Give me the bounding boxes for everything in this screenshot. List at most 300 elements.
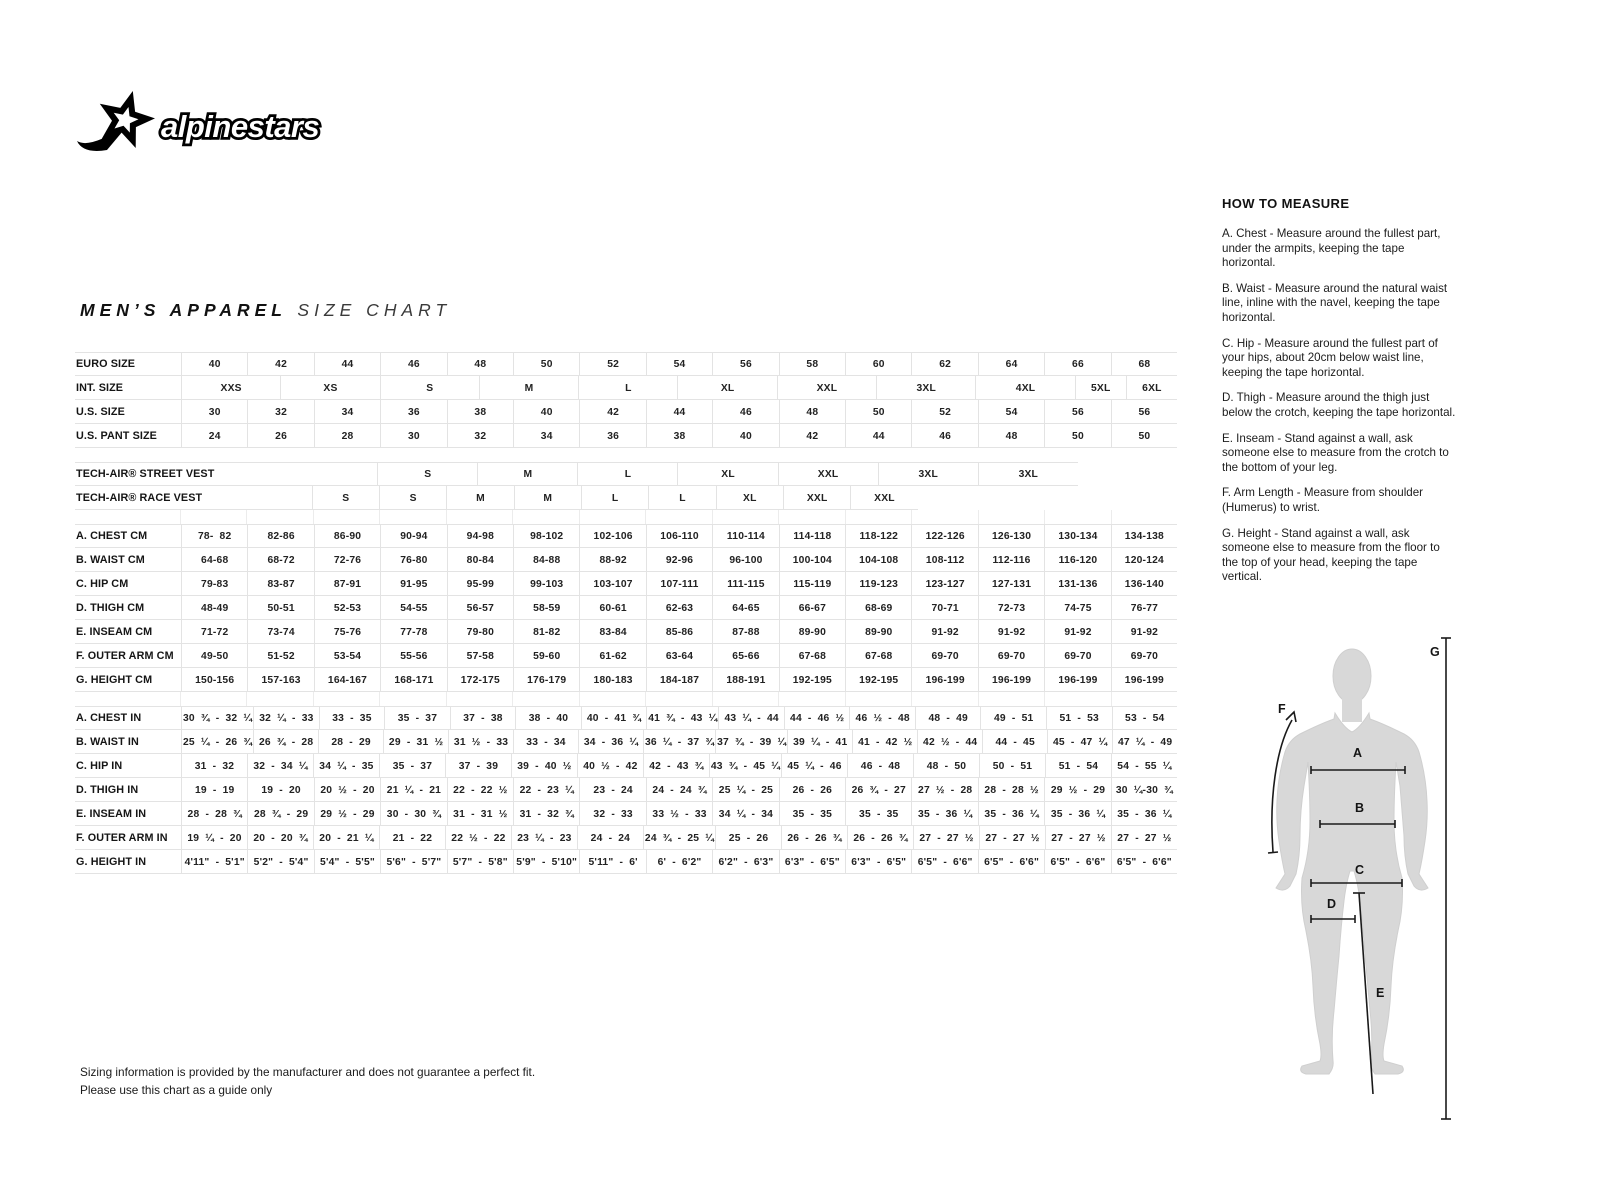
size-cell: 188-191 (712, 668, 778, 692)
title-primary: MEN’S APPAREL (80, 300, 287, 320)
size-cell: 32 - 34 ¼ (247, 754, 313, 778)
size-table (75, 352, 1177, 874)
size-cell: 134-138 (1111, 524, 1177, 548)
size-cell: 30 (380, 424, 446, 448)
size-cell: 41 ¾ - 43 ¼ (646, 706, 718, 730)
size-cell: 72-76 (314, 548, 380, 572)
table-row (75, 524, 1177, 548)
size-cell: 56 (712, 352, 778, 376)
size-cell: 118-122 (845, 524, 911, 548)
size-cell: 3XL (876, 376, 975, 400)
size-cell: 19 - 20 (247, 778, 313, 802)
size-cell: 180-183 (579, 668, 645, 692)
size-cell: 40 (181, 352, 247, 376)
size-cell: 28 (314, 424, 380, 448)
table-row (75, 400, 1177, 424)
letter-e: E (1376, 986, 1385, 1000)
size-cell: 33 ½ - 33 (646, 802, 712, 826)
size-cell: 88-92 (579, 548, 645, 572)
table-group-gap (75, 448, 1177, 462)
letter-c: C (1355, 863, 1365, 877)
disclaimer (80, 1064, 535, 1099)
size-cell: 69-70 (1111, 644, 1177, 668)
size-cell: 35 - 35 (779, 802, 845, 826)
size-cell: 35 - 37 (379, 754, 445, 778)
size-cell: 67-68 (779, 644, 845, 668)
size-cell: 89-90 (845, 620, 911, 644)
size-cell: 46 (712, 400, 778, 424)
size-cell: 108-112 (911, 548, 977, 572)
size-cell: 196-199 (1044, 668, 1110, 692)
size-cell: 69-70 (1044, 644, 1110, 668)
size-cell: 22 - 23 ¼ (513, 778, 579, 802)
empty-cell (918, 486, 1177, 510)
size-cell: 43 ¾ - 45 ¼ (709, 754, 781, 778)
size-cell: 31 - 32 (181, 754, 247, 778)
size-cell: 82-86 (247, 524, 313, 548)
size-cell: 102-106 (579, 524, 645, 548)
size-cell: 40 - 41 ¾ (581, 706, 647, 730)
size-cell: 54 (646, 352, 712, 376)
size-cell: 57-58 (447, 644, 513, 668)
size-cell: 21 - 22 (379, 826, 445, 850)
size-cell: 39 ¼ - 41 (787, 730, 852, 754)
size-cell: 50 (1111, 424, 1177, 448)
table-row (75, 668, 1177, 692)
row-label: C. HIP CM (75, 572, 181, 596)
size-cell: 35 - 36 ¼ (1044, 802, 1110, 826)
measure-instruction: D. Thigh - Measure around the thigh just below the crotch, keeping the tape horizontal. (1222, 391, 1456, 419)
size-cell: 196-199 (911, 668, 977, 692)
size-cell: 35 - 36 ¼ (978, 802, 1044, 826)
size-cell: 68-72 (247, 548, 313, 572)
size-cell: 27 - 27 ½ (979, 826, 1045, 850)
size-cell: 36 ¼ - 37 ¾ (643, 730, 715, 754)
size-cell: 115-119 (779, 572, 845, 596)
alpinestars-logo (73, 84, 345, 167)
size-cell: 38 (646, 424, 712, 448)
row-label: U.S. PANT SIZE (75, 424, 181, 448)
size-cell: XL (677, 462, 777, 486)
size-cell: 123-127 (911, 572, 977, 596)
size-cell: 42 (779, 424, 845, 448)
size-cell: M (446, 486, 513, 510)
size-cell: 32 - 33 (579, 802, 645, 826)
size-cell: S (377, 462, 477, 486)
size-cell: 33 - 35 (319, 706, 385, 730)
size-cell: 78- 82 (181, 524, 247, 548)
row-label: TECH-AIR® RACE VEST (75, 486, 181, 510)
row-label: F. OUTER ARM IN (75, 826, 181, 850)
size-cell: 73-74 (247, 620, 313, 644)
size-cell: 23 ¼ - 23 (511, 826, 577, 850)
size-cell: 6'5" - 6'6" (1044, 850, 1110, 874)
size-cell: 95-99 (447, 572, 513, 596)
empty-cell (181, 486, 312, 510)
size-cell: 54-55 (380, 596, 446, 620)
size-cell: S (312, 486, 379, 510)
size-cell: 67-68 (845, 644, 911, 668)
size-cell: 46 (911, 424, 977, 448)
size-cell: XS (280, 376, 379, 400)
size-cell: 176-179 (513, 668, 579, 692)
size-cell: 33 - 34 (513, 730, 578, 754)
size-cell: 6'5" - 6'6" (978, 850, 1044, 874)
size-cell: XXL (778, 462, 878, 486)
size-cell: 48 (978, 424, 1044, 448)
size-cell: 64-68 (181, 548, 247, 572)
size-cell: M (477, 462, 577, 486)
size-cell: 37 - 39 (445, 754, 511, 778)
size-cell: 126-130 (978, 524, 1044, 548)
size-cell: 28 - 29 (318, 730, 383, 754)
table-row (75, 572, 1177, 596)
size-cell: M (479, 376, 578, 400)
size-cell: 35 - 36 ¼ (911, 802, 977, 826)
size-cell: 29 ½ - 29 (1044, 778, 1110, 802)
size-cell: 45 ¼ - 46 (781, 754, 847, 778)
row-label: E. INSEAM IN (75, 802, 181, 826)
size-cell: 91-92 (1111, 620, 1177, 644)
alpinestars-logo-svg (73, 84, 345, 162)
size-cell: 25 ¼ - 25 (712, 778, 778, 802)
size-cell: 51 - 54 (1045, 754, 1111, 778)
size-cell: 49 - 51 (980, 706, 1046, 730)
measure-instruction: G. Height - Stand against a wall, ask someone else to measure from the floor to the top of your head, keeping the tape vertical. (1222, 526, 1440, 584)
size-cell: 56 (1044, 400, 1110, 424)
size-cell: 5'4" - 5'5" (314, 850, 380, 874)
size-cell: 51 - 53 (1046, 706, 1112, 730)
size-cell: 30 ¼-30 ¾ (1111, 778, 1177, 802)
row-label: B. WAIST CM (75, 548, 181, 572)
size-cell: 44 (646, 400, 712, 424)
size-cell: 55-56 (380, 644, 446, 668)
page-title (80, 300, 451, 321)
size-cell: 87-88 (712, 620, 778, 644)
size-cell: 26 (247, 424, 313, 448)
table-row (75, 778, 1177, 802)
size-cell: 76-77 (1111, 596, 1177, 620)
size-cell: 68 (1111, 352, 1177, 376)
size-cell: 90-94 (380, 524, 446, 548)
table-row (75, 826, 1177, 850)
size-cell: XXL (850, 486, 917, 510)
size-cell: 46 (380, 352, 446, 376)
size-cell: 63-64 (646, 644, 712, 668)
row-label: F. OUTER ARM CM (75, 644, 181, 668)
size-cell: 81-82 (513, 620, 579, 644)
size-cell: 196-199 (978, 668, 1044, 692)
how-to-measure (1222, 196, 1459, 596)
size-cell: 29 ½ - 29 (314, 802, 380, 826)
size-cell: 53-54 (314, 644, 380, 668)
size-cell: 4XL (975, 376, 1074, 400)
size-cell: 34 (314, 400, 380, 424)
size-cell: 127-131 (978, 572, 1044, 596)
logo-wordmark: alpinestars (161, 109, 320, 144)
size-cell: 29 - 31 ½ (383, 730, 448, 754)
size-cell: 27 ½ - 28 (911, 778, 977, 802)
size-cell: 64 (978, 352, 1044, 376)
empty-cell (1078, 462, 1177, 486)
size-cell: 26 ¾ - 28 (253, 730, 318, 754)
size-cell: 112-116 (978, 548, 1044, 572)
size-cell: 37 ¾ - 39 ¼ (715, 730, 787, 754)
table-row (75, 706, 1177, 730)
size-cell: 70-71 (911, 596, 977, 620)
table-row (75, 462, 1177, 486)
size-cell: 196-199 (1111, 668, 1177, 692)
size-cell: 50 (513, 352, 579, 376)
row-label: EURO SIZE (75, 352, 181, 376)
size-cell: 50-51 (247, 596, 313, 620)
size-cell: 56 (1111, 400, 1177, 424)
size-cell: 86-90 (314, 524, 380, 548)
size-cell: 96-100 (712, 548, 778, 572)
table-row (75, 548, 1177, 572)
size-cell: 64-65 (712, 596, 778, 620)
male-silhouette (1276, 649, 1428, 1074)
size-cell: 5'6" - 5'7" (380, 850, 446, 874)
size-cell: 40 (513, 400, 579, 424)
measure-instruction: E. Inseam - Stand against a wall, ask someone else to measure from the crotch to the bottom of your leg. (1222, 431, 1449, 474)
size-cell: 110-114 (712, 524, 778, 548)
size-cell: 26 - 26 ¾ (847, 826, 913, 850)
size-cell: 41 - 42 ½ (852, 730, 917, 754)
measure-instruction: F. Arm Length - Measure from shoulder (Humerus) to wrist. (1222, 486, 1424, 514)
size-cell: 20 - 20 ¾ (247, 826, 313, 850)
size-cell: XXL (783, 486, 850, 510)
size-cell: 44 (845, 424, 911, 448)
size-cell: 51-52 (247, 644, 313, 668)
size-cell: 72-73 (978, 596, 1044, 620)
size-cell: XXS (181, 376, 280, 400)
size-cell: 40 ½ - 42 (577, 754, 643, 778)
size-cell: 50 (1044, 424, 1110, 448)
size-cell: 192-195 (779, 668, 845, 692)
size-cell: 75-76 (314, 620, 380, 644)
size-cell: 91-92 (1044, 620, 1110, 644)
size-cell: 69-70 (911, 644, 977, 668)
size-cell: 116-120 (1044, 548, 1110, 572)
row-label: E. INSEAM CM (75, 620, 181, 644)
size-cell: 3XL (878, 462, 978, 486)
size-cell: 24 (181, 424, 247, 448)
table-row (75, 802, 1177, 826)
size-cell: 44 - 46 ½ (784, 706, 850, 730)
size-cell: 24 ¾ - 25 ¼ (643, 826, 715, 850)
size-cell: 20 - 21 ¼ (313, 826, 379, 850)
size-cell: S (380, 376, 479, 400)
size-cell: XL (677, 376, 776, 400)
how-to-measure-heading: HOW TO MEASURE (1222, 196, 1350, 211)
size-cell: 23 - 24 (579, 778, 645, 802)
size-cell: 53 - 54 (1112, 706, 1178, 730)
measure-instruction: A. Chest - Measure around the fullest part, under the armpits, keeping the tape horizontal. (1222, 227, 1441, 270)
size-cell: 37 - 38 (450, 706, 516, 730)
size-cell: 40 (712, 424, 778, 448)
size-cell: 19 ¼ - 20 (181, 826, 247, 850)
letter-a: A (1353, 746, 1363, 760)
row-label: G. HEIGHT IN (75, 850, 181, 874)
table-group-gap (75, 510, 1177, 524)
size-cell: 62 (911, 352, 977, 376)
size-cell: 107-111 (646, 572, 712, 596)
size-cell: 91-95 (380, 572, 446, 596)
size-cell: 56-57 (447, 596, 513, 620)
size-cell: 34 ¼ - 34 (712, 802, 778, 826)
size-cell: 30 ¾ - 32 ¼ (181, 706, 253, 730)
table-row (75, 644, 1177, 668)
size-cell: 21 ¼ - 21 (380, 778, 446, 802)
size-cell: 52 (911, 400, 977, 424)
size-cell: 47 ¼ - 49 (1112, 730, 1177, 754)
row-label: G. HEIGHT CM (75, 668, 181, 692)
size-cell: 5'11" - 6' (579, 850, 645, 874)
size-cell: 157-163 (247, 668, 313, 692)
size-cell: 58 (779, 352, 845, 376)
size-cell: 34 - 36 ¼ (578, 730, 643, 754)
size-cell: 46 - 48 (847, 754, 913, 778)
size-cell: 48-49 (181, 596, 247, 620)
size-cell: 111-115 (712, 572, 778, 596)
size-cell: 27 - 27 ½ (913, 826, 979, 850)
how-to-measure-items (1222, 227, 1459, 585)
disclaimer-line2: Please use this chart as a guide only (80, 1082, 273, 1097)
size-cell: 36 (579, 424, 645, 448)
size-cell: 48 - 49 (915, 706, 981, 730)
size-cell: 28 - 28 ½ (978, 778, 1044, 802)
size-cell: 43 ¼ - 44 (718, 706, 784, 730)
alpinestars-star-icon (77, 91, 155, 151)
row-label: D. THIGH IN (75, 778, 181, 802)
size-cell: 6'3" - 6'5" (845, 850, 911, 874)
size-cell: 94-98 (447, 524, 513, 548)
size-cell: 48 - 50 (913, 754, 979, 778)
letter-g: G (1430, 645, 1440, 659)
size-cell: 5'9" - 5'10" (513, 850, 579, 874)
size-cell: 25 ¼ - 26 ¾ (181, 730, 253, 754)
size-cell: 66-67 (779, 596, 845, 620)
size-cell: 131-136 (1044, 572, 1110, 596)
row-label: U.S. SIZE (75, 400, 181, 424)
row-label: INT. SIZE (75, 376, 181, 400)
size-cell: 100-104 (779, 548, 845, 572)
size-cell: 65-66 (712, 644, 778, 668)
size-cell: 48 (779, 400, 845, 424)
size-cell: 106-110 (646, 524, 712, 548)
size-cell: 34 (513, 424, 579, 448)
size-cell: 44 - 45 (982, 730, 1047, 754)
size-cell: 35 - 37 (384, 706, 450, 730)
size-cell: 24 - 24 (577, 826, 643, 850)
row-label: TECH-AIR® STREET VEST (75, 462, 181, 486)
size-cell: S (379, 486, 446, 510)
size-cell: L (648, 486, 715, 510)
size-cell: 42 - 43 ¾ (643, 754, 709, 778)
size-cell: 98-102 (513, 524, 579, 548)
size-cell: 26 ¾ - 27 (845, 778, 911, 802)
size-cell: 20 ½ - 20 (314, 778, 380, 802)
size-cell: 52-53 (314, 596, 380, 620)
size-cell: 42 (579, 400, 645, 424)
size-cell: 39 - 40 ½ (511, 754, 577, 778)
size-cell: 32 ¼ - 33 (253, 706, 319, 730)
size-cell: 6' - 6'2" (646, 850, 712, 874)
size-cell: 114-118 (779, 524, 845, 548)
size-cell: 59-60 (513, 644, 579, 668)
size-cell: 103-107 (579, 572, 645, 596)
size-cell: 19 - 19 (181, 778, 247, 802)
size-cell: XXL (777, 376, 876, 400)
size-cell: 6'3" - 6'5" (779, 850, 845, 874)
size-cell: 38 - 40 (515, 706, 581, 730)
size-cell: 92-96 (646, 548, 712, 572)
size-cell: 42 (247, 352, 313, 376)
size-cell: 99-103 (513, 572, 579, 596)
letter-f: F (1278, 702, 1286, 716)
size-cell: 79-80 (447, 620, 513, 644)
size-cell: 192-195 (845, 668, 911, 692)
size-cell: 91-92 (911, 620, 977, 644)
table-row (75, 596, 1177, 620)
size-cell: 31 - 32 ¾ (513, 802, 579, 826)
size-cell: 52 (579, 352, 645, 376)
size-cell: 5'2" - 5'4" (247, 850, 313, 874)
size-cell: 60-61 (579, 596, 645, 620)
table-row (75, 424, 1177, 448)
table-row (75, 376, 1177, 400)
size-cell: 66 (1044, 352, 1110, 376)
body-measurement-diagram (1232, 616, 1562, 1131)
disclaimer-line1: Sizing information is provided by the manufacturer and does not guarantee a perfect fit. (80, 1065, 536, 1079)
size-cell: 5'7" - 5'8" (447, 850, 513, 874)
size-cell: 6'5" - 6'6" (911, 850, 977, 874)
size-cell: 62-63 (646, 596, 712, 620)
size-cell: 119-123 (845, 572, 911, 596)
size-cell: 50 - 51 (979, 754, 1045, 778)
size-cell: 22 ½ - 22 (445, 826, 511, 850)
table-row (75, 730, 1177, 754)
table-row (75, 486, 1177, 510)
table-row (75, 352, 1177, 376)
row-label: B. WAIST IN (75, 730, 181, 754)
size-cell: 31 - 31 ½ (447, 802, 513, 826)
size-cell: 22 - 22 ½ (447, 778, 513, 802)
size-cell: 44 (314, 352, 380, 376)
size-cell: 28 ¾ - 29 (247, 802, 313, 826)
size-cell: 42 ½ - 44 (917, 730, 982, 754)
table-row (75, 850, 1177, 874)
row-label: D. THIGH CM (75, 596, 181, 620)
empty-cell (181, 462, 377, 486)
size-cell: 104-108 (845, 548, 911, 572)
letter-b: B (1355, 801, 1365, 815)
size-cell: 136-140 (1111, 572, 1177, 596)
size-cell: 48 (447, 352, 513, 376)
size-cell: 69-70 (978, 644, 1044, 668)
size-cell: 120-124 (1111, 548, 1177, 572)
row-label: A. CHEST CM (75, 524, 181, 548)
size-cell: 130-134 (1044, 524, 1110, 548)
size-cell: 85-86 (646, 620, 712, 644)
size-cell: 30 (181, 400, 247, 424)
size-cell: 71-72 (181, 620, 247, 644)
size-cell: L (577, 462, 677, 486)
size-cell: L (578, 376, 677, 400)
body-diagram-svg (1232, 616, 1562, 1126)
size-cell: 79-83 (181, 572, 247, 596)
